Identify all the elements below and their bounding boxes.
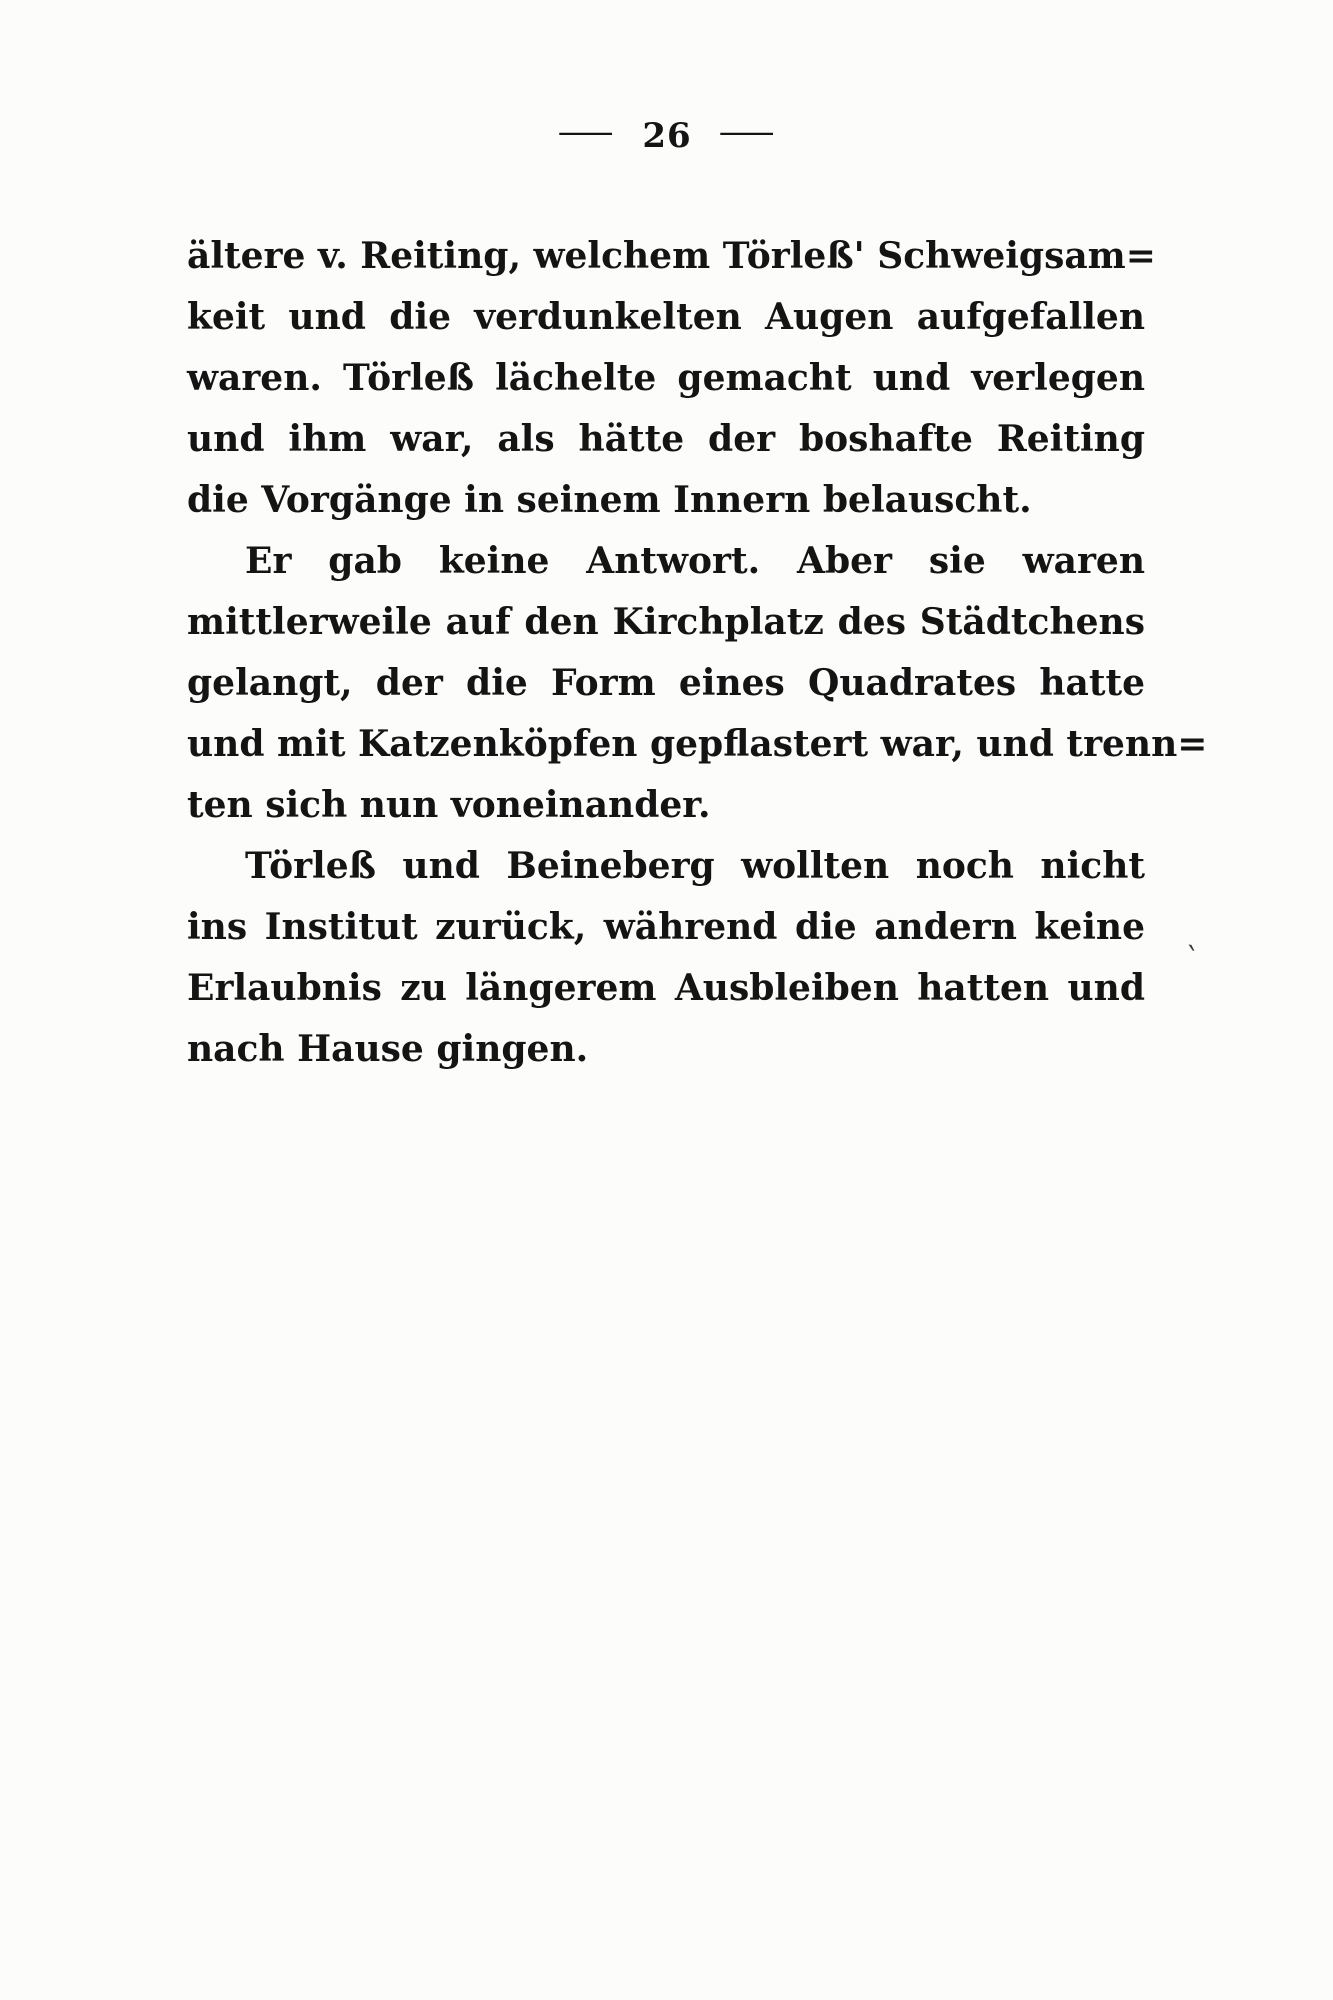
text-line: Erlaubnis zu längerem Ausbleiben hatten und bbox=[187, 967, 1145, 1009]
text-line: keit und die verdunkelten Augen aufgefallen bbox=[187, 296, 1145, 338]
text-line: ten sich nun voneinander. bbox=[187, 784, 711, 826]
header-dash-left: — bbox=[557, 112, 617, 152]
scan-artifact-mark: ` bbox=[1181, 941, 1202, 978]
text-line: die Vorgänge in seinem Innern belauscht. bbox=[187, 479, 1032, 521]
paragraph bbox=[187, 836, 1145, 1080]
text-line: ältere v. Reiting, welchem Törleß' Schweigsam= bbox=[187, 235, 1156, 277]
text-line: Törleß und Beineberg wollten noch nicht bbox=[245, 845, 1145, 887]
page-body bbox=[187, 226, 1208, 1080]
paragraph bbox=[187, 226, 1156, 531]
text-line: mittlerweile auf den Kirchplatz des Städtchens bbox=[187, 601, 1145, 643]
text-line: gelangt, der die Form eines Quadrates hatte bbox=[187, 662, 1145, 704]
text-line: Er gab keine Antwort. Aber sie waren bbox=[245, 540, 1145, 582]
page-number: 26 bbox=[642, 116, 692, 156]
page-header bbox=[187, 112, 1147, 156]
text-line: ins Institut zurück, während die andern keine bbox=[187, 906, 1145, 948]
paragraph bbox=[187, 531, 1208, 836]
text-line: waren. Törleß lächelte gemacht und verlegen bbox=[187, 357, 1145, 399]
header-dash-right: — bbox=[717, 112, 777, 152]
text-line: und ihm war, als hätte der boshafte Reiting bbox=[187, 418, 1145, 460]
text-line: nach Hause gingen. bbox=[187, 1028, 589, 1070]
text-line: und mit Katzenköpfen gepflastert war, und trenn= bbox=[187, 723, 1208, 765]
